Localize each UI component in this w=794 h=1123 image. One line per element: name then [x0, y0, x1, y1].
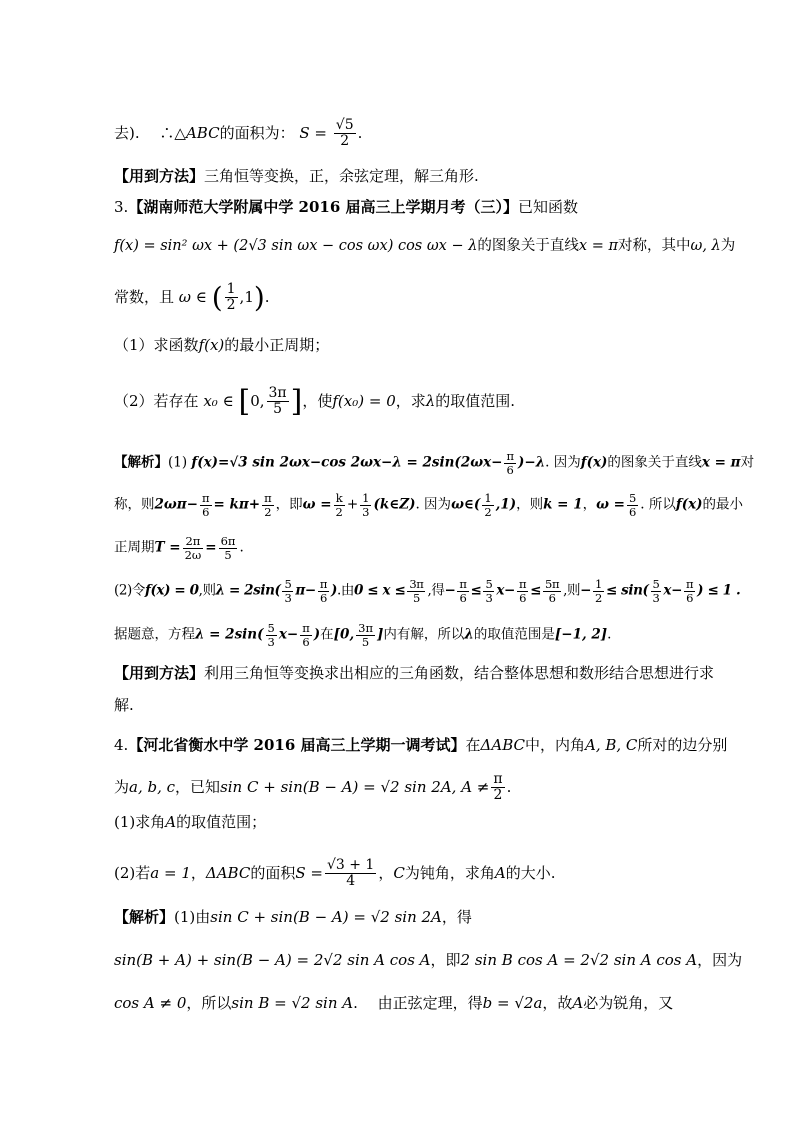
numerator: 3π [268, 385, 287, 401]
problem-3-header [114, 197, 694, 217]
text: ，使 [302, 391, 333, 410]
question-label: （1） [114, 336, 154, 354]
equation: ,1) [495, 496, 517, 513]
numerator: 1 [226, 281, 236, 297]
angle: A [494, 863, 506, 882]
equation: )−λ [518, 454, 546, 471]
equation: (k∈Z) [373, 496, 416, 513]
text: . 由正弦定理，得 [353, 994, 483, 1012]
denominator: 6 [519, 590, 526, 605]
triangle: ΔABC [480, 736, 525, 754]
denominator: 5 [361, 634, 370, 649]
numerator: π [506, 449, 514, 463]
denominator: 5 [273, 401, 283, 418]
numerator: 3π [409, 577, 424, 591]
solution-4-line-1 [114, 907, 694, 927]
text: 所对的边分别 [637, 736, 728, 754]
numerator: 1 [362, 491, 370, 505]
equation: f(x)=√3 sin 2ωx−cos 2ωx−λ = 2sin(2ωx− [191, 454, 503, 471]
text: ,得 [427, 582, 445, 599]
text: 为 [114, 777, 130, 796]
equation: 2 sin B cos A = 2√2 sin A cos A [460, 951, 698, 969]
numerator: 5 [267, 621, 275, 635]
numerator: π [459, 577, 467, 591]
text: 求函数 [153, 336, 199, 354]
period: . [506, 777, 512, 796]
problem-3-q2 [114, 383, 694, 419]
triangle: ΔABC [205, 863, 251, 882]
text: 的图象关于直线 [607, 454, 702, 471]
numerator: 5 [628, 491, 637, 505]
area-lhs: S = [299, 123, 327, 142]
angle: C [393, 863, 405, 882]
fraction [482, 492, 493, 518]
fraction [627, 492, 638, 518]
text: .由 [336, 582, 354, 599]
fraction [483, 578, 494, 604]
numerator: 5 [284, 577, 292, 591]
text: ， [378, 863, 394, 882]
denominator: 2 [226, 297, 236, 314]
fraction [219, 535, 238, 561]
denominator: 3 [485, 590, 493, 605]
equation: ω = [596, 496, 625, 513]
left-paren: ( [211, 280, 223, 314]
inequality: ≤ [470, 582, 482, 599]
solution-3-line-2 [114, 491, 744, 519]
equation: T = [154, 539, 181, 556]
numerator: 3π [358, 621, 374, 635]
axis: x = π [701, 454, 741, 471]
fraction [543, 578, 561, 604]
denominator: 3 [362, 504, 370, 519]
fraction [200, 492, 212, 518]
solution-tag: 【解析】 [114, 908, 175, 926]
plus: + [346, 496, 359, 513]
text: 对 [740, 454, 755, 471]
range-end: ,1 [239, 287, 254, 306]
method-line-3-cont [114, 695, 694, 715]
numerator: 5 [485, 577, 493, 591]
text: ，得 [441, 908, 472, 926]
problem-number: 3. [114, 198, 129, 216]
text: 中，内角 [524, 736, 585, 754]
denominator: 6 [686, 590, 694, 605]
params: ω, λ [690, 238, 721, 254]
inequality: − [580, 582, 592, 599]
function-name: f(x) [198, 336, 225, 354]
interval: ] [377, 626, 384, 643]
text: 的取值范围是 [473, 626, 555, 643]
denominator: 6 [548, 590, 556, 605]
text: 的最小正周期； [224, 336, 330, 354]
text: 由 [195, 908, 211, 926]
problem-3-q1 [114, 335, 694, 355]
method-line-3 [114, 663, 715, 683]
text: 在 [320, 626, 334, 643]
text: . 因为 [545, 454, 581, 471]
denominator: 6 [302, 634, 310, 649]
x0-in: x₀ ∈ [203, 391, 234, 410]
equation: sin(B + A) + sin(B − A) = 2√2 sin A cos A [114, 951, 431, 969]
left-bracket: [ [238, 383, 251, 419]
text: ，所以 [186, 994, 232, 1012]
text: ，故 [542, 994, 573, 1012]
problem-number: 4. [114, 736, 129, 754]
text: ，求 [395, 391, 426, 410]
numerator: 6π [220, 534, 236, 548]
equation: ω∈( [451, 496, 481, 513]
inequality: ) ≤ 1 . [697, 582, 741, 599]
text: . 所以 [640, 496, 676, 513]
denominator: 6 [319, 590, 327, 605]
function-def: f(x) = sin² ωx + (2√3 sin ωx − cos ωx) cos ωx − λ [114, 238, 478, 254]
fraction [360, 492, 371, 518]
numerator: π [201, 491, 210, 505]
denominator: 3 [652, 590, 660, 605]
therefore-symbol: ∴ [159, 123, 175, 142]
area-result-line [114, 118, 694, 150]
fraction [266, 622, 277, 648]
denominator: 2 [335, 504, 343, 519]
text: 去). [114, 123, 155, 142]
numerator: √5 [335, 117, 354, 133]
text: 的大小. [505, 863, 556, 882]
numerator: π [493, 771, 503, 787]
solution-4-line-3 [114, 993, 694, 1013]
numerator: 2π [183, 535, 204, 549]
text: 在 [465, 736, 481, 754]
method-text: 解. [114, 696, 134, 714]
method-line-1 [114, 166, 694, 186]
problem-4-header [114, 735, 728, 755]
denominator: 6 [459, 590, 467, 605]
angle: A [165, 813, 177, 831]
inequality: x− [663, 582, 682, 599]
denominator: 2 [264, 504, 272, 519]
denominator: 6 [202, 504, 210, 519]
angles: A, B, C [585, 736, 638, 754]
denominator: 2ω [184, 547, 202, 562]
function-name: f(x) [675, 496, 703, 513]
numerator: π [319, 577, 327, 591]
lambda: λ [464, 626, 474, 643]
fraction [282, 578, 293, 604]
text: ， [582, 496, 597, 513]
text: 必为锐角，又 [583, 994, 674, 1012]
numerator: 1 [484, 491, 492, 505]
problem-4-condition [114, 772, 694, 804]
part-label: (1) [174, 908, 196, 926]
text: 的最小 [702, 496, 744, 513]
text: 的面积为： [219, 123, 295, 142]
numerator: 1 [595, 577, 602, 591]
symmetry-axis: x = π [578, 238, 618, 254]
problem-source: 【湖南师范大学附属中学 2016 届高三上学期月考（三）】 [128, 198, 519, 216]
text: 的取值范围. [435, 391, 516, 410]
equation: λ = 2sin( [215, 582, 281, 599]
inequality: 0 ≤ x ≤ [353, 582, 406, 599]
equation: 2ωπ− [154, 496, 198, 513]
fraction [183, 535, 204, 561]
question-label: (1) [114, 813, 136, 831]
fraction [684, 578, 695, 604]
denominator: 3 [284, 590, 292, 605]
denominator: 2 [595, 590, 602, 605]
text: 若存在 [153, 391, 199, 410]
inequality: x− [496, 582, 515, 599]
numerator: √3 + 1 [326, 857, 375, 873]
fraction [225, 282, 238, 314]
period: . [239, 539, 244, 556]
condition: sin C + sin(B − A) = √2 sin 2A, A ≠ [220, 777, 490, 796]
omega-in: ω ∈ [178, 287, 207, 306]
method-tag: 【用到方法】 [114, 167, 205, 185]
denominator: 2 [484, 504, 492, 519]
equation: f(x₀) = 0 [332, 391, 396, 410]
part-label: (2)令 [114, 582, 146, 599]
equation: a = 1 [150, 863, 191, 882]
problem-3-function-line [114, 236, 736, 256]
solution-3-line-3 [114, 535, 694, 561]
numerator: π [685, 577, 694, 591]
equation: S = [295, 863, 323, 882]
fraction [334, 118, 356, 150]
text: 为 [720, 238, 736, 254]
method-tag: 【用到方法】 [114, 664, 205, 682]
period: . [264, 287, 270, 306]
equation: k = 1 [543, 496, 583, 513]
fraction [318, 578, 329, 604]
text: 对称，其中 [618, 238, 691, 254]
text: ，即 [430, 951, 461, 969]
fraction [593, 578, 604, 604]
fraction [517, 578, 528, 604]
fraction [325, 858, 376, 890]
numerator: k [334, 492, 345, 506]
fraction [356, 622, 375, 648]
interval-start: 0, [250, 391, 265, 410]
denominator: 2 [340, 133, 350, 150]
problem-3-constant-line [114, 282, 694, 314]
text: 已知函数 [518, 198, 579, 216]
denominator: 6 [506, 462, 514, 477]
text: 正周期 [114, 539, 155, 556]
triangle-label: △ABC [174, 123, 220, 142]
denominator: 3 [267, 634, 275, 649]
numerator: 5 [652, 577, 660, 591]
fraction [491, 772, 504, 804]
fraction [651, 578, 662, 604]
text: ，即 [275, 496, 303, 513]
text: ，因为 [697, 951, 743, 969]
denominator: 4 [346, 873, 356, 890]
problem-4-q2 [114, 858, 694, 890]
numerator: π [518, 577, 527, 591]
method-text: 三角恒等变换，正，余弦定理，解三角形. [204, 167, 479, 185]
denominator: 6 [628, 504, 637, 519]
text: ,则 [198, 582, 216, 599]
equation: cos A ≠ 0 [114, 994, 187, 1012]
range: [−1, 2] [554, 626, 608, 643]
right-bracket: ] [290, 383, 303, 419]
denominator: 2 [493, 787, 503, 804]
sides: a, b, c [129, 777, 176, 796]
angle: A [572, 994, 584, 1012]
equation: f(x) = 0 [145, 582, 199, 599]
period: . [607, 626, 612, 643]
equation: ω = [302, 496, 332, 513]
text: 若 [135, 863, 151, 882]
denominator: 5 [224, 547, 232, 562]
solution-3-line-4 [114, 577, 741, 605]
text: 内有解，所以 [383, 626, 465, 643]
text: 称，则 [114, 496, 155, 513]
lambda: λ [425, 391, 436, 410]
question-label: (2) [114, 863, 136, 882]
denominator: 5 [412, 590, 420, 605]
part-label: (1) [168, 454, 188, 471]
inequality: ≤ sin( [605, 582, 649, 599]
fraction [300, 622, 312, 648]
fraction [334, 492, 345, 518]
inequality: ≤ [530, 582, 542, 599]
text: . 因为 [415, 496, 452, 513]
problem-4-q1 [114, 812, 694, 832]
equation: = kπ+ [213, 496, 261, 513]
numerator: π [264, 491, 272, 505]
text: ，已知 [175, 777, 221, 796]
fraction [262, 492, 274, 518]
equation: ) [313, 626, 321, 643]
method-text: 利用三角恒等变换求出相应的三角函数，结合整体思想和数形结合思想进行求 [204, 664, 715, 682]
equation: π− [295, 582, 316, 599]
text: 的图象关于直线 [477, 238, 579, 254]
fraction [457, 578, 468, 604]
interval: [0, [333, 626, 355, 643]
text: ， [190, 863, 206, 882]
fraction [504, 450, 516, 476]
solution-3-line-1 [114, 449, 755, 477]
equation: λ = 2sin( [195, 626, 264, 643]
question-label: （2） [114, 391, 154, 410]
numerator: 5π [545, 577, 560, 591]
solution-3-line-5 [114, 622, 694, 648]
text: 的取值范围； [176, 813, 267, 831]
solution-tag: 【解析】 [114, 454, 168, 471]
equation: = [205, 539, 217, 556]
text: 求角 [135, 813, 166, 831]
equation: ) [330, 582, 337, 599]
function-name: f(x) [580, 454, 608, 471]
solution-4-line-2 [114, 950, 743, 970]
fraction [407, 578, 425, 604]
text: 为钝角，求角 [404, 863, 495, 882]
right-paren: ) [253, 280, 265, 314]
equation: sin B = √2 sin A [231, 994, 354, 1012]
fraction [267, 386, 289, 418]
equation: x− [278, 626, 299, 643]
text: 据题意，方程 [114, 626, 195, 643]
inequality: − [444, 582, 456, 599]
equation: sin C + sin(B − A) = √2 sin 2A [210, 908, 442, 926]
equation: b = √2a [482, 994, 543, 1012]
text: ,则 [563, 582, 581, 599]
text: 的面积 [250, 863, 296, 882]
period: . [357, 123, 363, 142]
numerator: π [302, 621, 310, 635]
text: 常数，且 [114, 287, 175, 306]
problem-source: 【河北省衡水中学 2016 届高三上学期一调考试】 [128, 736, 466, 754]
text: ，则 [516, 496, 544, 513]
